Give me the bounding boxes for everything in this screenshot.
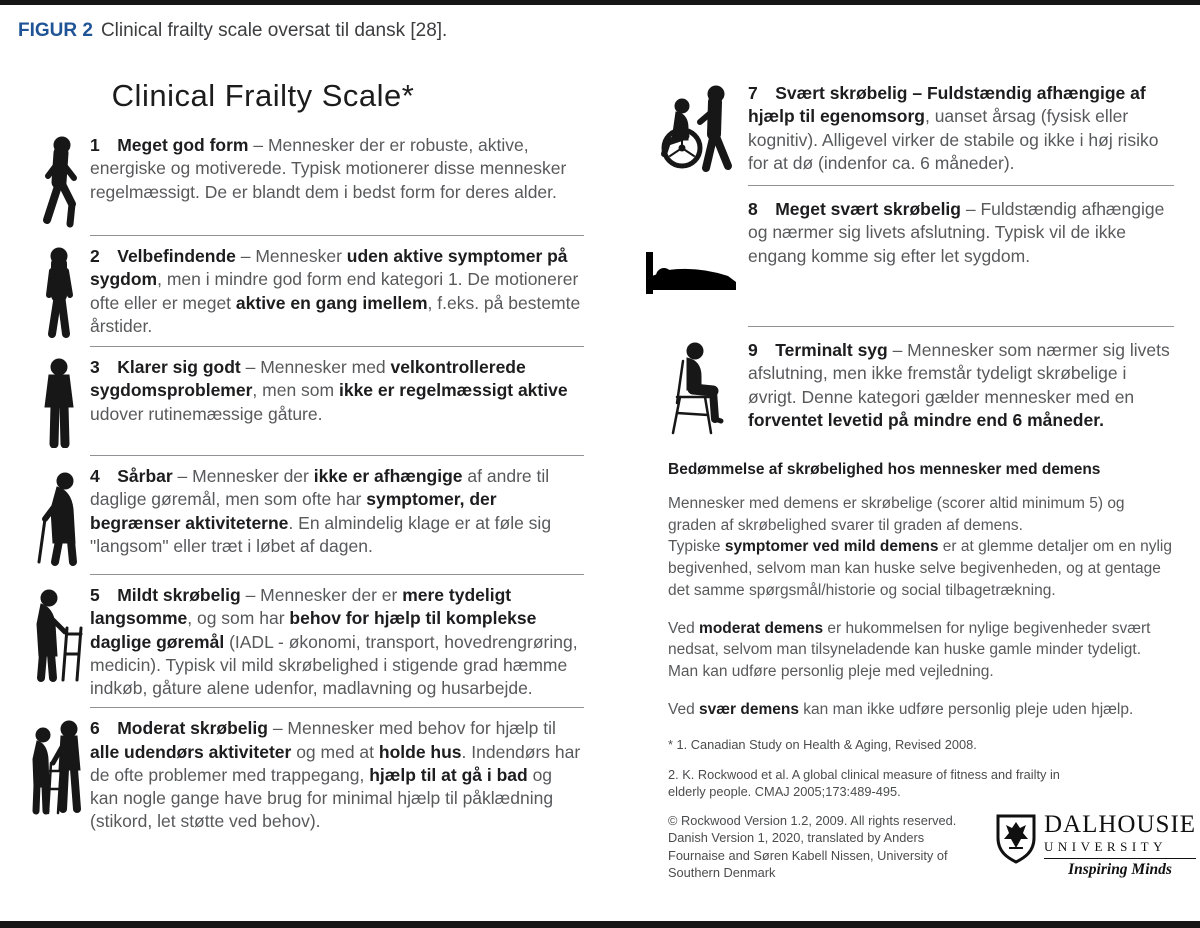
logo-rule [1044, 858, 1196, 859]
dementia-paragraph-2: Ved moderat demens er hukommelsen for nylige begivenheder svært nedsat, selvom man tilsyneladende kan huske gamle minder tydeligt. Man kan udføre personlig pleje med vejledning. [668, 619, 1151, 680]
person-in-bed-icon [642, 250, 746, 321]
figure-label: FIGUR 2 [18, 20, 93, 41]
scale-right-column [648, 82, 1197, 881]
person-with-walker-icon [28, 584, 90, 686]
dalhousie-logo-text [1044, 812, 1196, 879]
frailty-item-6 [28, 717, 584, 833]
walking-person-icon [28, 134, 90, 228]
dementia-paragraph-1: Mennesker med demens er skrøbelige (scorer altid minimum 5) og graden af skrøbelighed svarer til graden af demens. Typiske symptomer ved mild demens er at glemme detaljer om en nylig begivenhed, selvom man kan huske selve begivenheden, og at gentage det samme spørgsmål/historie og social tilbagetrækning. [668, 495, 1172, 599]
item-divider [90, 346, 584, 347]
frailty-item-6-text: 6 Moderat skrøbelig – Mennesker med behov for hjælp til alle udendørs aktiviteter og med at holde hus. Indendørs har de ofte problemer med trappegang, hjælp til at gå i bad og kan nogle gange have brug for minimal hjælp til påklædning (stikord, let støtte ved behov). [90, 718, 581, 832]
item-divider [90, 235, 584, 236]
dalhousie-university-text: UNIVERSITY [1044, 839, 1167, 855]
scale-title: Clinical Frailty Scale* [111, 78, 415, 113]
frailty-item-1-text: 1 Meget god form – Mennesker der er robuste, aktive, energiske og motiverede. Typisk motionerer disse mennesker regelmæssigt. De er blandt dem i bedst form for deres alder. [90, 135, 567, 202]
dementia-paragraph-3: Ved svær demens kan man ikke udføre personlig pleje uden hjælp. [668, 700, 1134, 718]
frailty-item-2 [28, 245, 584, 339]
dalhousie-logo [996, 812, 1196, 879]
frailty-item-9 [648, 339, 1174, 437]
item-divider [748, 326, 1174, 327]
frailty-item-5 [28, 584, 584, 700]
frailty-item-8 [648, 198, 1174, 316]
bottom-rule-bar [0, 921, 1200, 928]
dementia-heading: Bedømmelse af skrøbelighed hos mennesker med demens [668, 461, 1101, 479]
frailty-item-8-text: 8 Meget svært skrøbelig – Fuldstændig afhængige og nærmer sig livets afslutning. Typisk vil de ikke engang komme sig efter let sygdom. [748, 199, 1165, 266]
footnote-2: 2. K. Rockwood et al. A global clinical measure of fitness and frailty in elderly people. CMAJ 2005;173:489-495. [668, 766, 1060, 799]
credits-row [668, 811, 1197, 881]
item-divider [90, 455, 584, 456]
scale-left-column [28, 72, 584, 834]
frailty-item-1 [28, 134, 584, 228]
dalhousie-shield-icon [996, 814, 1036, 869]
dalhousie-tagline: Inspiring Minds [1068, 861, 1172, 879]
footnote-1: * 1. Canadian Study on Health & Aging, Revised 2008. [668, 737, 977, 753]
copyright-text: © Rockwood Version 1.2, 2009. All rights reserved. Danish Version 1, 2020, translated by Anders Fournaise and Søren Kabell Nissen, University of Southern Denmark [668, 813, 957, 880]
frailty-item-2-text: 2 Velbefindende – Mennesker uden aktive symptomer på sygdom, men i mindre god form end kategori 1. De motionerer ofte eller er meget aktive en gang imellem, f.eks. på bestemte årstider. [90, 246, 581, 336]
frailty-item-9-text: 9 Terminalt syg – Mennesker som nærmer sig livets afslutning, men ikke fremstår tydeligt skrøbelige i øvrigt. Denne kategori gælder mennesker med en forventet levetid på mindre end 6 måneder. [748, 340, 1170, 430]
item-divider [90, 574, 584, 575]
dalhousie-wordmark: DALHOUSIE [1044, 811, 1197, 839]
frailty-item-4 [28, 465, 584, 567]
person-with-cane-icon [28, 465, 90, 567]
frailty-item-3-text: 3 Klarer sig godt – Mennesker med velkontrollerede sygdomsproblemer, men som ikke er regelmæssigt aktive udover rutinemæssige gåture. [90, 357, 568, 424]
two-people-with-walker-icon [28, 717, 90, 819]
wheelchair-user-with-helper-icon [648, 82, 748, 172]
standing-person-icon [28, 245, 90, 339]
person-sitting-on-chair-icon [648, 339, 748, 437]
figure-caption-row [18, 20, 447, 42]
item-divider [90, 707, 584, 708]
frailty-item-7 [648, 82, 1174, 175]
top-rule-bar [0, 0, 1200, 5]
frailty-item-3 [28, 356, 584, 448]
dementia-section [668, 461, 1174, 720]
hands-in-pockets-person-icon [28, 356, 90, 448]
frailty-item-4-text: 4 Sårbar – Mennesker der ikke er afhængige af andre til daglige gøremål, men som ofte har symptomer, der begrænser aktiviteterne. En almindelig klage er at føle sig "langsom" eller træt i løbet af dagen. [90, 466, 552, 556]
figure-caption: Clinical frailty scale oversat til dansk [28]. [100, 20, 448, 41]
item-divider [748, 185, 1174, 186]
frailty-item-5-text: 5 Mildt skrøbelig – Mennesker der er mere tydeligt langsomme, og som har behov for hjælp til komplekse daglige gøremål (IADL - økonomi, transport, hovedrengrøring, medicin). Typisk vil mild skrøbelighed i stigende grad hæmme indkøb, gåture alene udenfor, madlavning og husarbejde. [90, 585, 578, 699]
frailty-item-7-text: 7 Svært skrøbelig – Fuldstændig afhængige af hjælp til egenomsorg, uanset årsag (fysisk eller kognitiv). Alligevel virker de stabile og ikke i høj risiko for at dø (indenfor ca. 6 måneder). [748, 83, 1159, 173]
